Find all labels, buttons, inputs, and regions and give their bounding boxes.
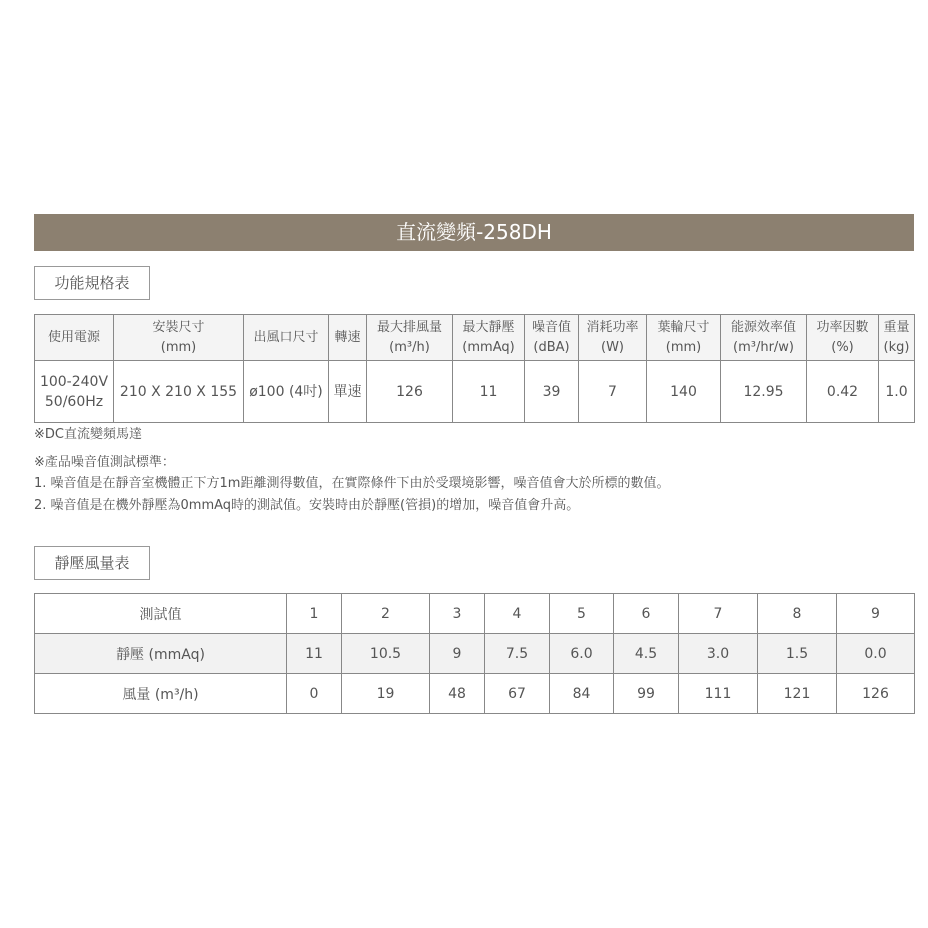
header-text: 能源效率值: [730, 319, 796, 335]
header-text: 安裝尺寸: [152, 319, 205, 335]
spec-header-cell: [367, 315, 453, 361]
spec-value-cell: [721, 361, 807, 423]
spec-value-cell: [329, 361, 367, 423]
spec-table-tab: 功能規格表: [34, 266, 150, 300]
header-text: (%): [831, 339, 854, 355]
pq-table-tab: 靜壓風量表: [34, 546, 150, 580]
row-label: 靜壓 (mmAq): [35, 634, 287, 674]
table-row: [35, 674, 915, 714]
spec-header-cell: [721, 315, 807, 361]
value-text: 0.42: [826, 383, 859, 400]
table-cell: 99: [614, 674, 679, 714]
table-cell: 7: [679, 594, 758, 634]
table-cell: 5: [550, 594, 614, 634]
spec-header-cell: [329, 315, 367, 361]
spec-header-cell: [525, 315, 579, 361]
value-text: 126: [396, 383, 423, 400]
value-text: ø100 (4吋): [249, 383, 323, 400]
header-text: 重量: [883, 319, 910, 335]
header-text: 轉速: [334, 329, 361, 345]
value-text: 210 X 210 X 155: [119, 383, 238, 400]
value-text: 39: [542, 383, 561, 400]
spec-value-cell: [579, 361, 647, 423]
spec-value-cell: [453, 361, 525, 423]
table-cell: 84: [550, 674, 614, 714]
table-cell: 1: [287, 594, 342, 634]
pressure-airflow-table: [34, 593, 915, 714]
noise-note-1: 1. 噪音值是在靜音室機體正下方1m距離測得數值，在實際條件下由於受環境影響，噪音值會大於所標的數值。: [34, 476, 670, 491]
table-cell: 2: [342, 594, 430, 634]
spec-header-cell: [647, 315, 721, 361]
spec-header-cell: [114, 315, 244, 361]
header-text: 出風口尺寸: [253, 329, 319, 345]
table-cell: 10.5: [342, 634, 430, 674]
product-title-bar: 直流變頻-258DH: [34, 214, 914, 251]
header-text: 最大靜壓: [462, 319, 515, 335]
table-cell: 4: [485, 594, 550, 634]
spec-value-cell: [114, 361, 244, 423]
value-text: 11: [479, 383, 498, 400]
spec-value-cell: [525, 361, 579, 423]
value-text: 7: [608, 383, 617, 400]
header-text: (mmAq): [462, 339, 515, 355]
table-cell: 0: [287, 674, 342, 714]
header-text: 噪音值: [531, 319, 571, 335]
table-cell: 11: [287, 634, 342, 674]
spec-value-cell: [35, 361, 114, 423]
spec-value-cell: [807, 361, 879, 423]
table-cell: 6: [614, 594, 679, 634]
header-text: (dBA): [533, 339, 570, 355]
header-text: 最大排風量: [376, 319, 442, 335]
value-text: 12.95: [743, 383, 784, 400]
table-cell: 67: [485, 674, 550, 714]
value-text: 50/60Hz: [44, 393, 104, 410]
table-cell: 9: [837, 594, 915, 634]
table-cell: 0.0: [837, 634, 915, 674]
table-cell: 48: [430, 674, 485, 714]
table-cell: 1.5: [758, 634, 837, 674]
spec-value-cell: [647, 361, 721, 423]
table-cell: 126: [837, 674, 915, 714]
spec-header-cell: [35, 315, 114, 361]
spec-header-cell: [807, 315, 879, 361]
table-cell: 4.5: [614, 634, 679, 674]
table-cell: 19: [342, 674, 430, 714]
table-row: [35, 634, 915, 674]
header-text: 功率因數: [816, 319, 869, 335]
motor-note: ※DC直流變頻馬達: [34, 427, 142, 442]
header-text: (mm): [160, 339, 197, 355]
value-text: 單速: [333, 383, 362, 400]
spec-header-cell: [453, 315, 525, 361]
noise-title: ※產品噪音值測試標準：: [34, 455, 175, 470]
header-text: (m³/h): [389, 339, 430, 355]
spec-header-cell: [579, 315, 647, 361]
table-cell: 6.0: [550, 634, 614, 674]
spec-value-cell: [367, 361, 453, 423]
spec-value-cell: [244, 361, 329, 423]
table-cell: 9: [430, 634, 485, 674]
value-text: 1.0: [885, 383, 908, 400]
value-text: 100-240V: [39, 373, 109, 390]
spec-header-cell: [244, 315, 329, 361]
table-cell: 3: [430, 594, 485, 634]
spec-value-cell: [879, 361, 915, 423]
header-text: (kg): [883, 339, 910, 355]
header-text: 消耗功率: [586, 319, 639, 335]
spec-table: [34, 314, 915, 423]
spec-header-cell: [879, 315, 915, 361]
header-text: 使用電源: [47, 329, 100, 345]
row-label: 測試值: [35, 594, 287, 634]
table-cell: 111: [679, 674, 758, 714]
header-text: (m³/hr/w): [733, 339, 794, 355]
table-row: [35, 594, 915, 634]
noise-note-2: 2. 噪音值是在機外靜壓為0mmAq時的測試值。安裝時由於靜壓(管損)的增加，噪音值會升高。: [34, 498, 580, 513]
value-text: 140: [670, 383, 697, 400]
row-label: 風量 (m³/h): [35, 674, 287, 714]
header-text: (mm): [665, 339, 702, 355]
header-text: 葉輪尺寸: [657, 319, 710, 335]
table-cell: 7.5: [485, 634, 550, 674]
table-cell: 121: [758, 674, 837, 714]
header-text: (W): [601, 339, 624, 355]
table-cell: 8: [758, 594, 837, 634]
table-cell: 3.0: [679, 634, 758, 674]
